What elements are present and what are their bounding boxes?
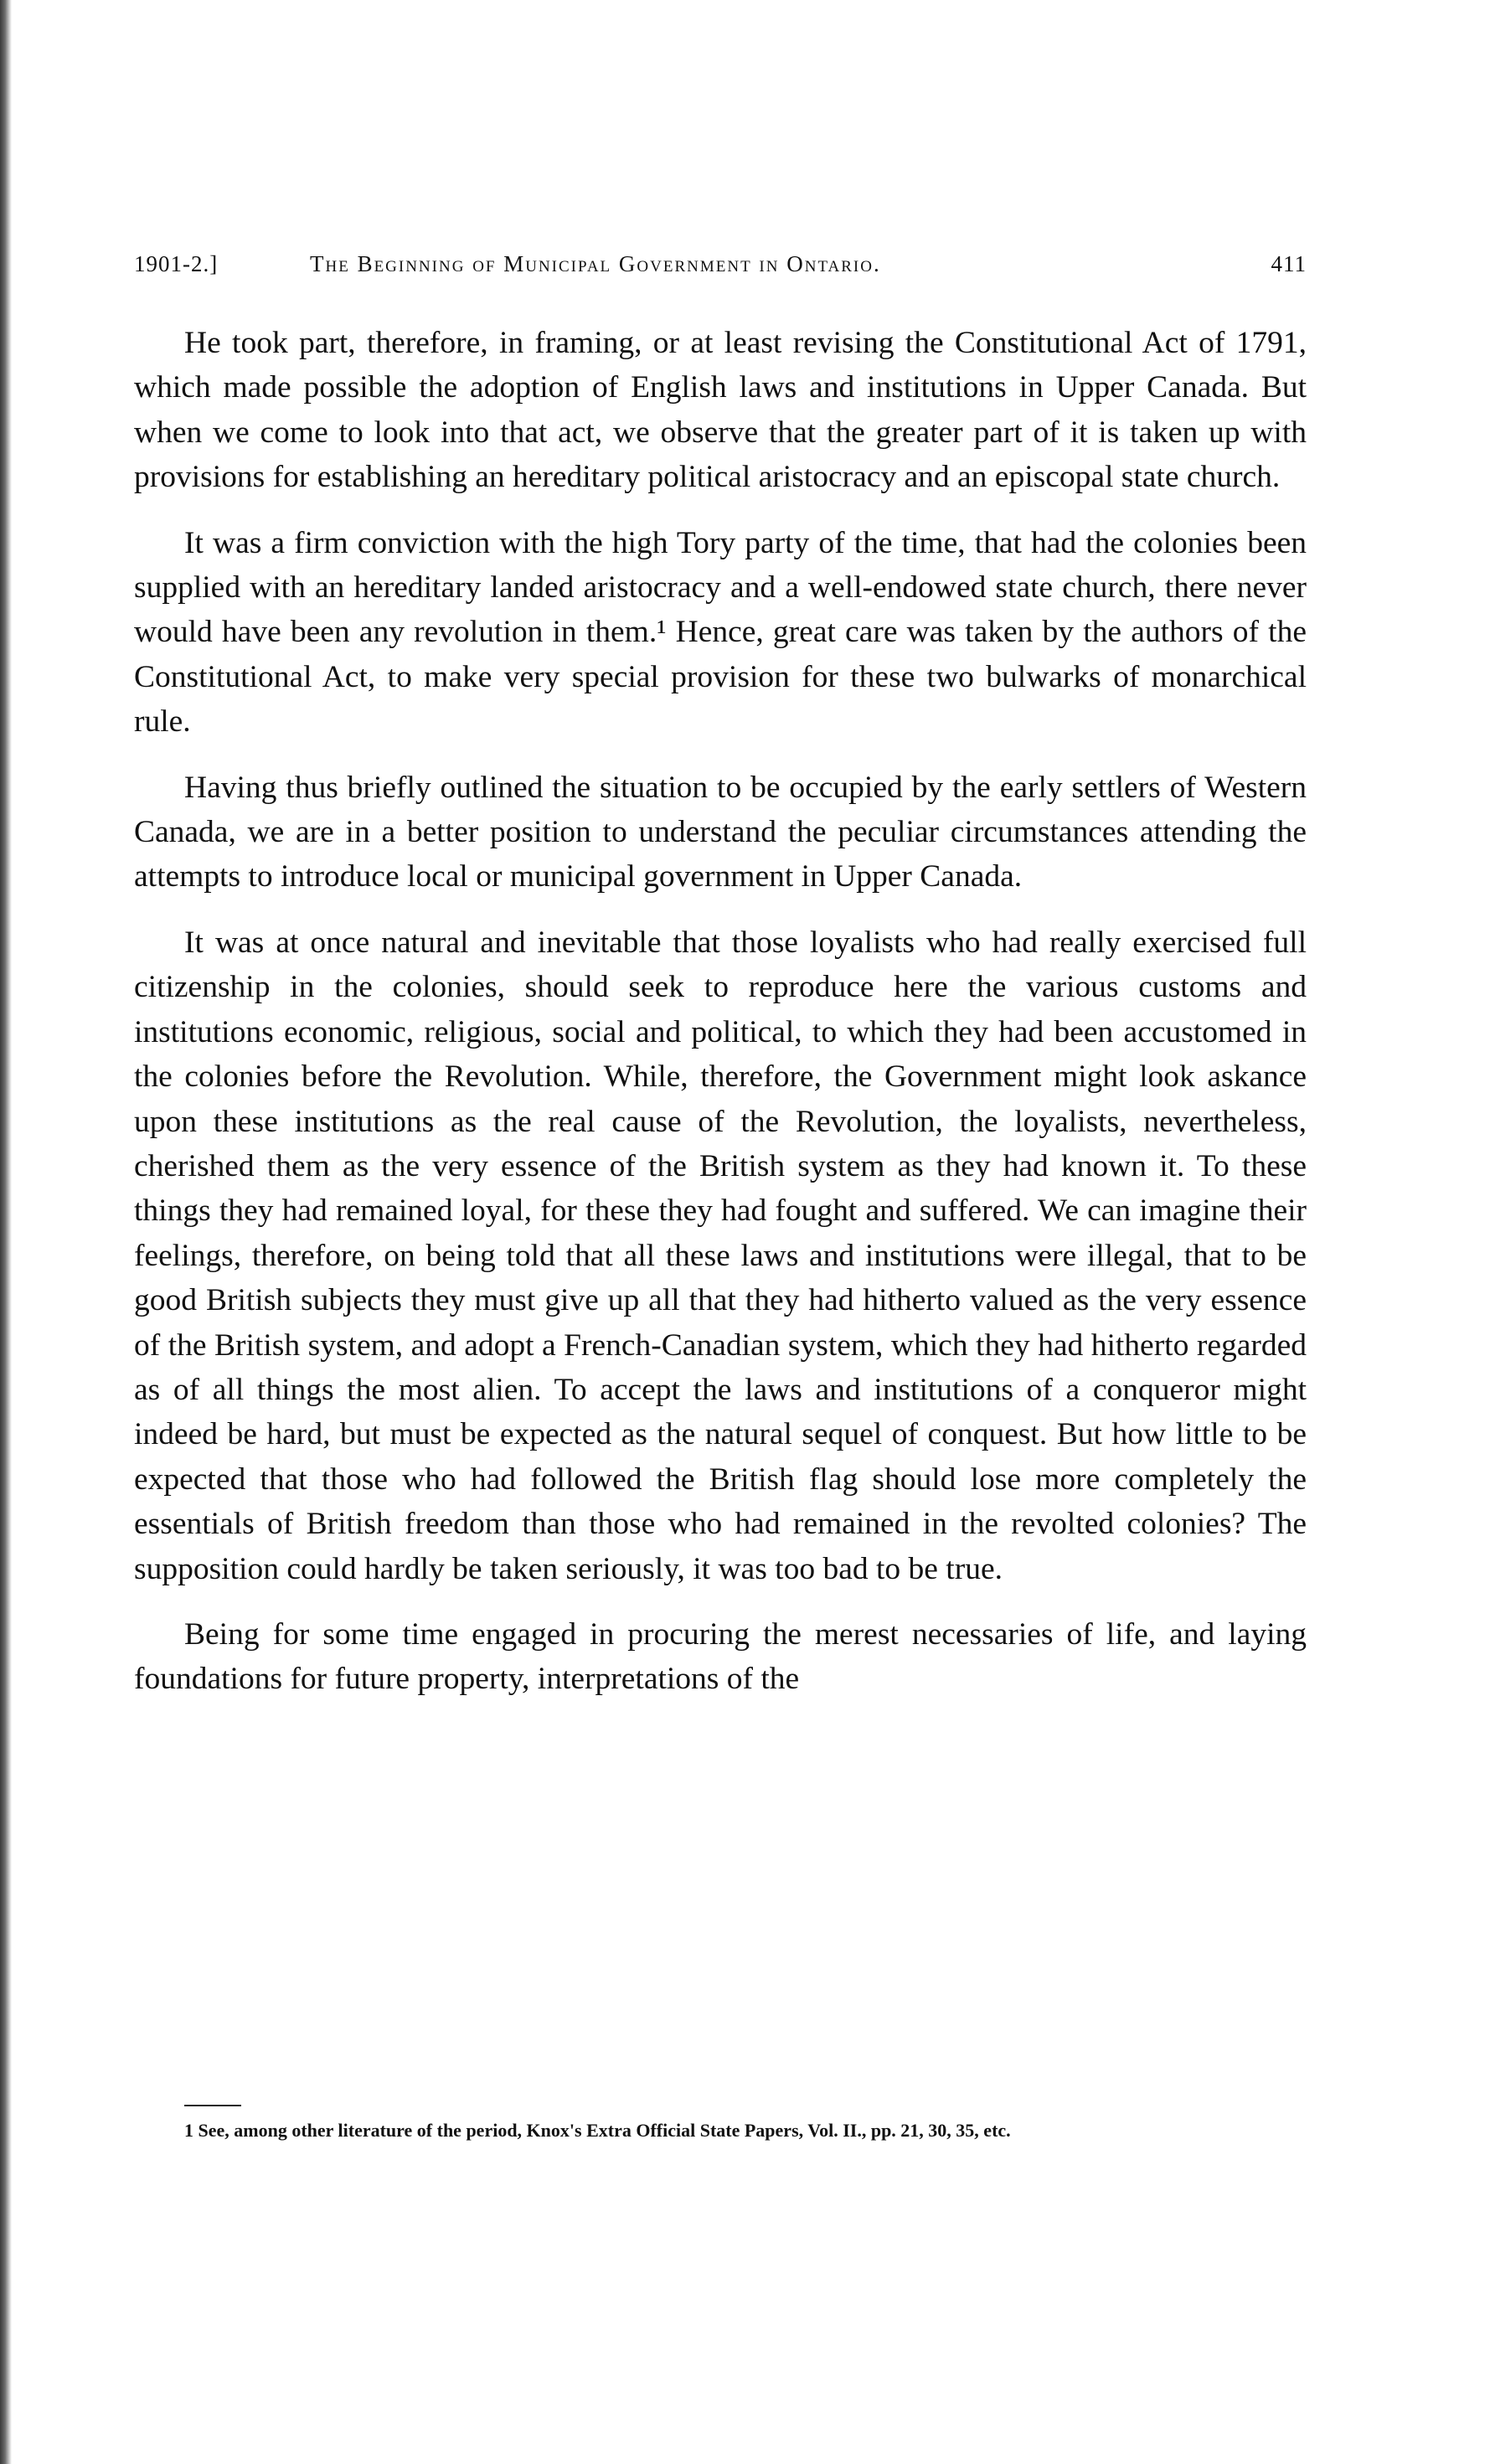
header-title: The Beginning of Municipal Government in Ontario. (310, 251, 881, 276)
footnote-rule (184, 2105, 241, 2106)
paragraph-2: It was a firm conviction with the high Tory party of the time, that had the colonies been supplied with an hereditary landed aristocracy and a well-endowed state church, there never would have been any revolution in them.¹ Hence, great care was taken by the authors of the Constitutional Act, to make very special provision for these two bulwarks of monarchical rule. (134, 525, 1307, 740)
body-text (134, 321, 1307, 1702)
paragraph-3: Having thus briefly outlined the situation to be occupied by the early settlers of Western Canada, we are in a better position to understand the peculiar circumstances attending the attempts to introduce local or municipal government in Upper Canada. (134, 770, 1307, 894)
running-head (134, 251, 1307, 293)
page-binding-edge (0, 0, 12, 2464)
footnote-1: 1 See, among other literature of the period, Knox's Extra Official State Papers, Vol. II., pp. 21, 30, 35, etc. (184, 2120, 1011, 2141)
paragraph-4: It was at once natural and inevitable that those loyalists who had really exercised full citizenship in the colonies, should seek to reproduce here the various customs and institutions economic, religious, social and political, to which they had been accustomed in the colonies before the Revolution. While, therefore, the Government might look askance upon these institutions as the real cause of the Revolution, the loyalists, nevertheless, cherished them as the very essence of the British system as they had known it. To these things they had remained loyal, for these they had fought and suffered. We can imagine their feelings, therefore, on being told that all these laws and institutions were illegal, that to be good British subjects they must give up all that they had hitherto valued as the very essence of the British system, and adopt a French-Canadian system, which they had hitherto regarded as of all things the most alien. To accept the laws and institutions of a conqueror might indeed be hard, but must be expected as the natural sequel of conquest. But how little to be expected that those who had followed the British flag should lose more completely the essentials of British freedom than those who had remained in the revolted colonies? The supposition could hardly be taken seriously, it was too bad to be true. (134, 925, 1307, 1586)
paragraph-5: Being for some time engaged in procuring the merest necessaries of life, and laying foundations for future property, interpretations of the (134, 1616, 1307, 1697)
paragraph-1: He took part, therefore, in framing, or at least revising the Constitutional Act of 1791, which made possible the adoption of English laws and institutions in Upper Canada. But when we come to look into that act, we observe that the greater part of it is taken up with provisions for establishing an hereditary political aristocracy and an episcopal state church. (134, 326, 1307, 495)
page-number: 411 (1271, 251, 1307, 276)
header-year: 1901-2.] (134, 251, 219, 276)
